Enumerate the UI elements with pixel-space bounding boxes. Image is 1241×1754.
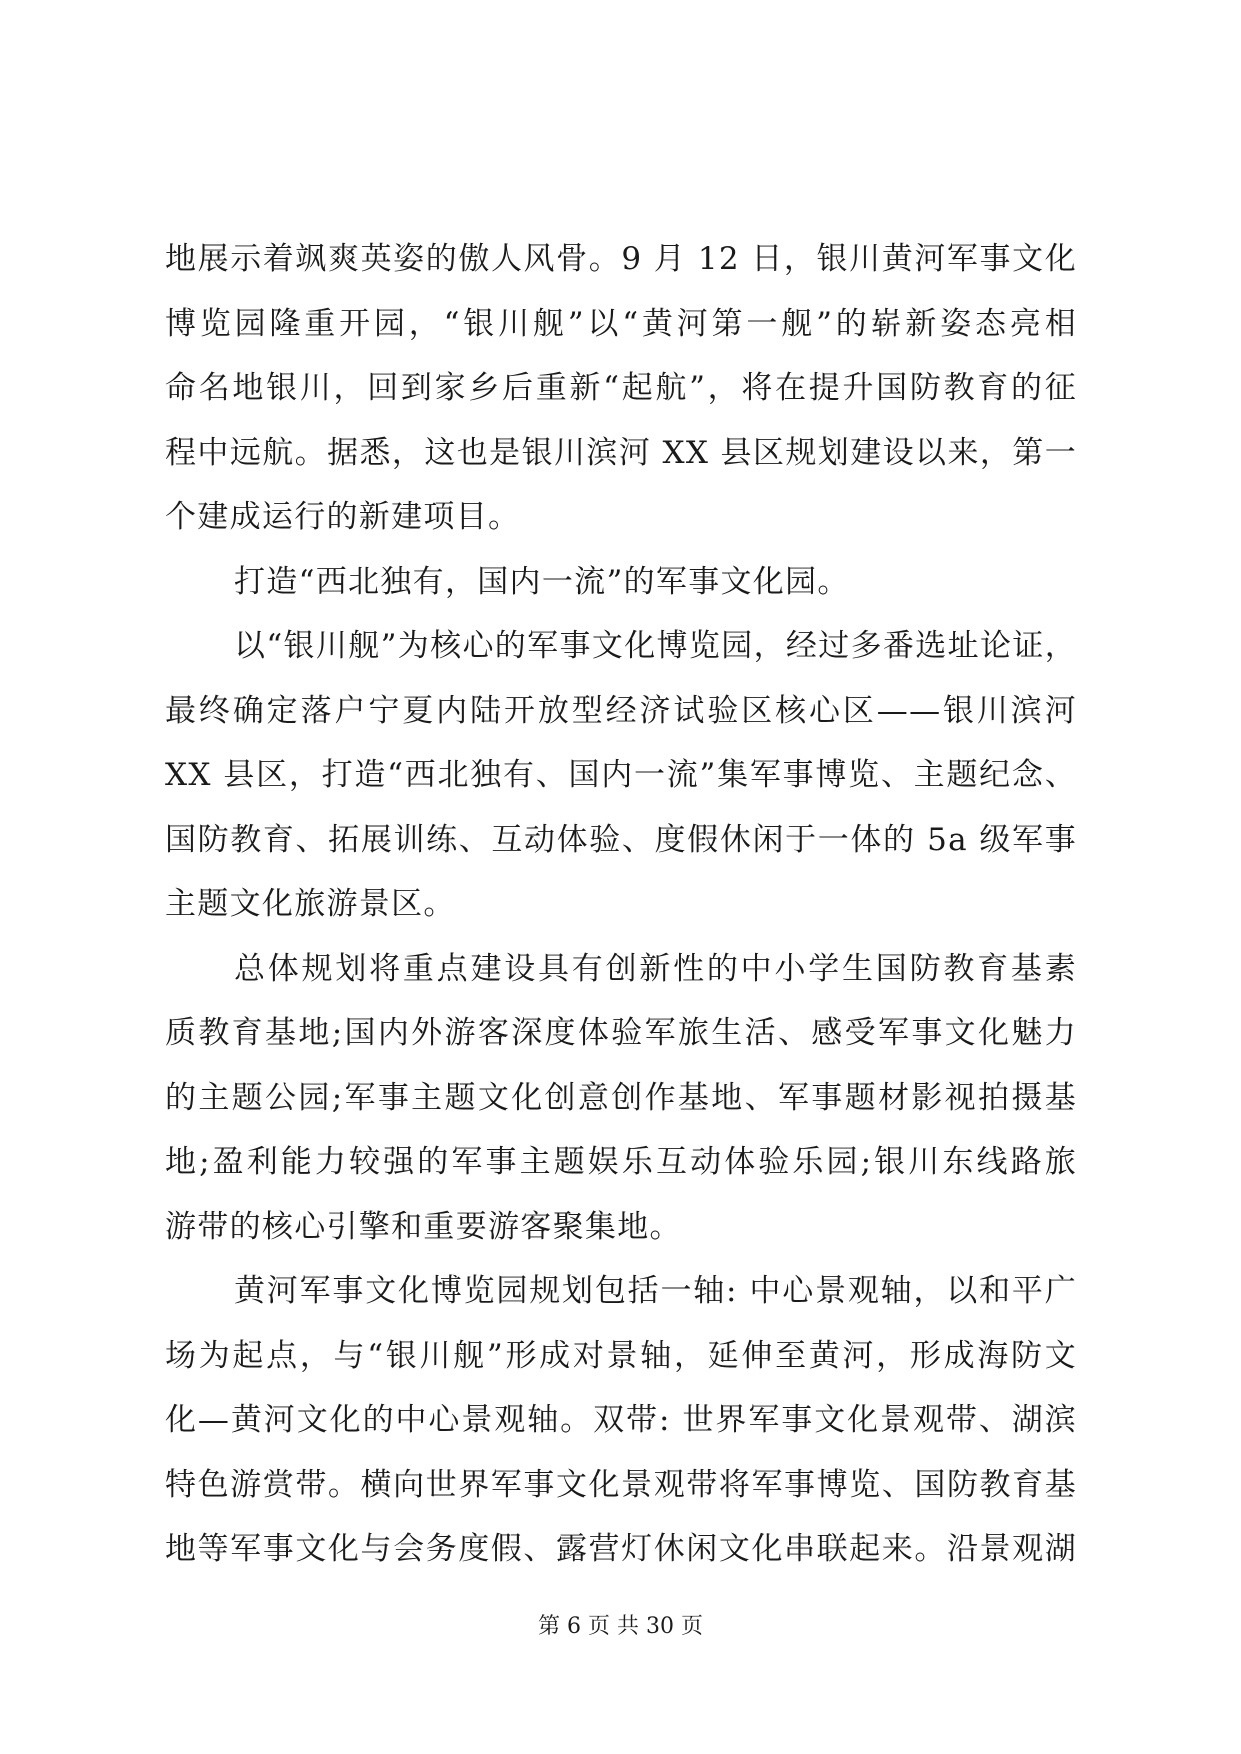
text-line: 特色游赏带。横向世界军事文化景观带将军事博览、国防教育基 <box>165 1466 1077 1503</box>
text-line: 命名地银川，回到家乡后重新“起航”，将在提升国防教育的征 <box>165 370 1077 406</box>
text-line: XX 县区，打造“西北独有、国内一流”集军事博览、主题纪念、 <box>165 757 1077 793</box>
text-line: 最终确定落户宁夏内陆开放型经济试验区核心区——银川滨河 <box>165 692 1077 729</box>
text-line: 国防教育、拓展训练、互动体验、度假休闲于一体的 5a 级军事 <box>165 821 1077 858</box>
text-line: 黄河军事文化博览园规划包括一轴: 中心景观轴，以和平广 <box>234 1273 1077 1309</box>
paragraph-5 <box>165 1259 1077 1582</box>
text-line: 主题文化旅游景区。 <box>165 886 456 922</box>
page-footer <box>0 1612 1241 1642</box>
text-line: 地等军事文化与会务度假、露营灯休闲文化串联起来。沿景观湖 <box>165 1531 1077 1567</box>
paragraph-1 <box>165 227 1077 550</box>
text-line: 场为起点，与“银川舰”形成对景轴，延伸至黄河，形成海防文 <box>165 1337 1077 1374</box>
page-number-label: 第 6 页 共 30 页 <box>538 1614 703 1639</box>
text-line: 质教育基地;国内外游客深度体验军旅生活、感受军事文化魅力 <box>165 1015 1077 1051</box>
text-line: 游带的核心引擎和重要游客聚集地。 <box>165 1208 682 1245</box>
paragraph-2-heading <box>165 550 1077 615</box>
paragraph-4 <box>165 937 1077 1260</box>
paragraph-3 <box>165 614 1077 937</box>
text-line: 总体规划将重点建设具有创新性的中小学生国防教育基素 <box>234 950 1077 987</box>
document-body <box>165 227 1077 1582</box>
text-line: 个建成运行的新建项目。 <box>165 499 521 535</box>
text-line: 以“银川舰”为核心的军事文化博览园，经过多番选址论证， <box>234 628 1077 664</box>
text-line: 程中远航。据悉，这也是银川滨河 XX 县区规划建设以来，第一 <box>165 434 1077 471</box>
text-line: 打造“西北独有，国内一流”的军事文化园。 <box>234 563 850 600</box>
text-line: 的主题公园;军事主题文化创意创作基地、军事题材影视拍摄基 <box>165 1079 1077 1116</box>
text-line: 博览园隆重开园，“银川舰”以“黄河第一舰”的崭新姿态亮相 <box>165 305 1077 342</box>
text-line: 化—黄河文化的中心景观轴。双带: 世界军事文化景观带、湖滨 <box>165 1402 1077 1438</box>
text-line: 地展示着飒爽英姿的傲人风骨。9 月 12 日，银川黄河军事文化 <box>165 241 1077 277</box>
text-line: 地;盈利能力较强的军事主题娱乐互动体验乐园;银川东线路旅 <box>165 1144 1077 1180</box>
